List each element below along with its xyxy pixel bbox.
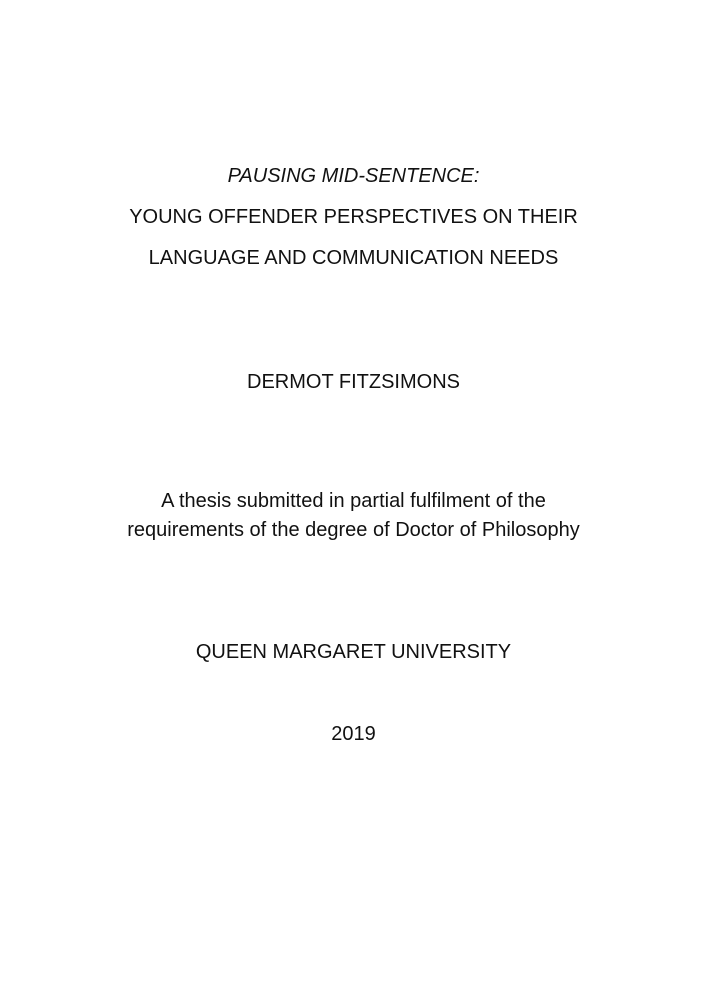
institution-name: QUEEN MARGARET UNIVERSITY bbox=[195, 641, 512, 663]
thesis-title-line-2: YOUNG OFFENDER PERSPECTIVES ON THEIR bbox=[129, 206, 578, 228]
submission-year: 2019 bbox=[331, 723, 376, 745]
thesis-title-line-3: LANGUAGE AND COMMUNICATION NEEDS bbox=[148, 247, 559, 269]
degree-statement-line-2: requirements of the degree of Doctor of Philosophy bbox=[127, 519, 580, 541]
degree-statement-line-1: A thesis submitted in partial fulfilment of the bbox=[161, 490, 546, 512]
thesis-title-line-1: PAUSING MID-SENTENCE: bbox=[227, 165, 480, 187]
author-name: DERMOT FITZSIMONS bbox=[247, 371, 460, 393]
